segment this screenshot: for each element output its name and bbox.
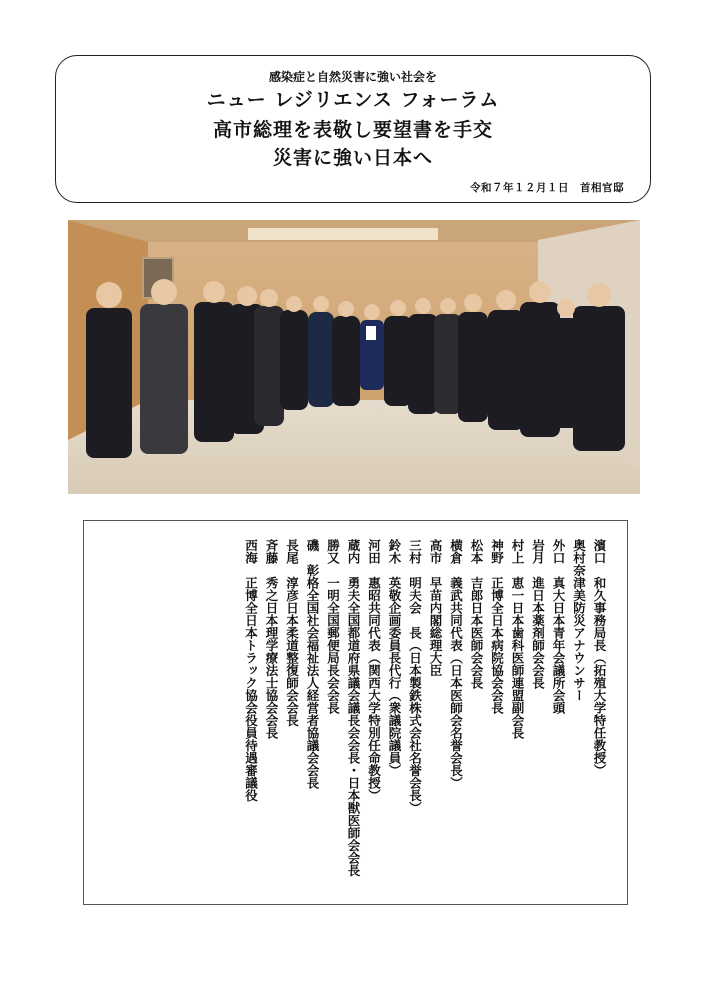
participant-name: 鈴木 英敬 — [387, 539, 402, 602]
headline: 高市総理を表敬し要望書を手交 — [212, 119, 493, 141]
participant-name: 斉藤 秀之 — [264, 539, 279, 602]
participant-title: 日本歯科医師連盟副会長 — [510, 601, 525, 739]
participant-name: 外口 真大 — [551, 539, 566, 602]
participant-name: 河田 惠昭 — [366, 539, 382, 602]
participants-list — [83, 520, 628, 905]
participant-title: 共同代表（関西大学特別任命教授） — [366, 601, 382, 802]
participant-title: 日本薬剤師会会長 — [530, 589, 546, 689]
participant-entry — [261, 539, 281, 889]
participant-title: 日本柔道整復師会会長 — [284, 601, 300, 727]
participant-title: 全国都道府県議会議長会会長・日本獣医師会会長 — [346, 601, 361, 877]
participant-entry — [384, 539, 404, 889]
participant-title: 全日本病院協会会長 — [489, 601, 505, 714]
participant-entry — [425, 539, 445, 889]
participant-entry — [302, 539, 322, 889]
participant-name: 神野 正博 — [489, 539, 505, 602]
participant-title: 会 長（日本製鉄株式会社名誉会長） — [407, 601, 423, 814]
forum-name: ニュー レジリエンス フォーラム — [206, 89, 500, 111]
participant-name: 三村 明夫 — [407, 539, 423, 602]
participant-name: 奥村奈津美 — [571, 539, 587, 602]
header-box — [55, 55, 651, 203]
participant-title: 日本青年会議所会頭 — [551, 601, 566, 714]
participant-name: 濱口 和久 — [592, 539, 607, 602]
participant-name: 勝又 一明 — [325, 539, 341, 602]
participant-name: 長尾 淳彦 — [284, 539, 300, 602]
group-photo — [68, 220, 640, 494]
headline-sub: 災害に強い日本へ — [272, 147, 433, 169]
participant-title: 内閣総理大臣 — [428, 601, 443, 677]
group-photo-illustration — [68, 220, 640, 494]
participant-entry — [446, 539, 466, 889]
participant-title: 全日本トラック協会役員待遇審議役 — [243, 601, 259, 802]
participant-entry — [528, 539, 548, 889]
participant-name: 村上 恵一 — [510, 539, 525, 602]
date-place: 令和７年１２月１日 首相官邸 — [470, 182, 624, 194]
participant-title: 共同代表（日本医師会名誉会長） — [448, 601, 464, 789]
participant-entry — [548, 539, 568, 889]
participant-name: 岩月 進 — [530, 539, 546, 589]
participant-entry — [364, 539, 384, 889]
participant-entry — [589, 539, 609, 889]
participant-name: 蔵内 勇夫 — [346, 539, 361, 602]
participant-entry — [507, 539, 527, 889]
header-subtitle: 感染症と自然災害に強い社会を — [268, 70, 437, 84]
participant-entry — [282, 539, 302, 889]
participant-name: 横倉 義武 — [448, 539, 464, 602]
participant-title: 企画委員長代行（衆議院議員） — [387, 601, 402, 777]
participant-title: 全国郵便局長会会長 — [325, 601, 341, 714]
participant-name: 松本 吉郎 — [469, 539, 484, 602]
participant-title: 日本医師会会長 — [469, 601, 484, 689]
participant-entry — [405, 539, 425, 889]
participant-entry — [343, 539, 363, 889]
participant-title: 日本理学療法士協会会長 — [264, 601, 279, 739]
participant-name: 高市 早苗 — [428, 539, 443, 602]
participant-entry — [466, 539, 486, 889]
participant-name: 西海 正博 — [243, 539, 259, 602]
participant-title: 防災アナウンサー — [571, 601, 587, 702]
participant-entry — [569, 539, 589, 889]
participant-entry — [241, 539, 261, 889]
participant-entry — [323, 539, 343, 889]
participant-entry — [487, 539, 507, 889]
participant-title: 事務局長（拓殖大学特任教授） — [592, 601, 607, 777]
participant-name: 磯 彰格 — [305, 539, 320, 589]
participant-title: 全国社会福祉法人経営者協議会会長 — [305, 589, 320, 789]
